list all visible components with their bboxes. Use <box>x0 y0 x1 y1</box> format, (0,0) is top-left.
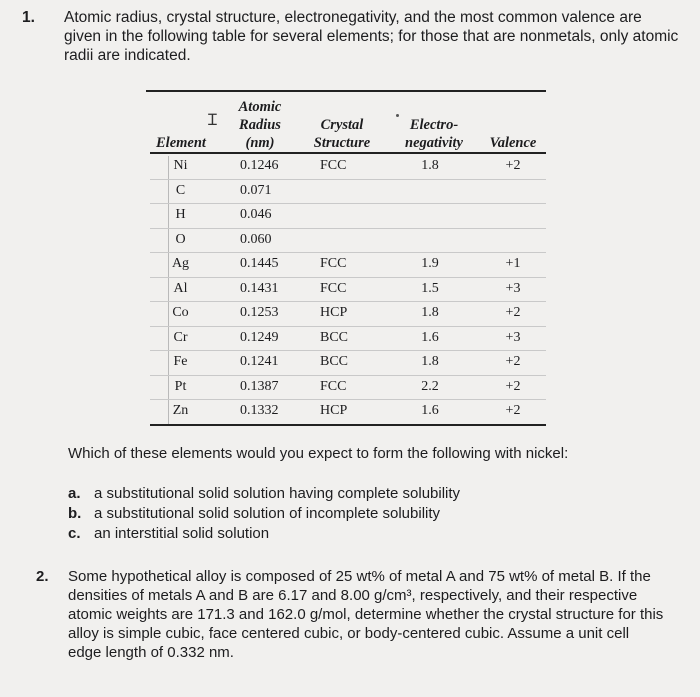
cell-crystal-structure: FCC <box>320 158 347 173</box>
cell-crystal-structure: HCP <box>320 403 348 418</box>
cell-valence: +2 <box>505 378 521 394</box>
cell-radius: 0.060 <box>240 231 272 247</box>
table-row <box>150 301 546 326</box>
cell-element: Pt <box>174 378 187 394</box>
table-row <box>150 399 546 424</box>
cell-element: C <box>175 182 186 198</box>
table-row <box>150 228 546 253</box>
option-c <box>68 524 460 544</box>
cell-element: Ni <box>173 158 188 173</box>
table-row <box>150 350 546 375</box>
cell-radius: 0.1431 <box>240 280 279 296</box>
cell-radius: 0.071 <box>240 182 272 198</box>
option-c-text: an interstitial solid solution <box>94 525 270 542</box>
question-prompt: Which of these elements would you expect to form the following with nickel: <box>68 445 569 462</box>
cell-valence: +3 <box>505 329 521 345</box>
option-a <box>68 484 460 504</box>
option-b <box>68 504 460 524</box>
cell-electronegativity: 1.5 <box>421 280 439 296</box>
cell-electronegativity: 1.8 <box>421 158 439 173</box>
question-2 <box>36 567 666 662</box>
option-b-text: a substitutional solid solution of incomplete solubility <box>94 505 441 522</box>
cell-radius: 0.046 <box>240 207 272 222</box>
cell-crystal-structure: HCP <box>320 305 348 320</box>
header-element: Element <box>156 135 206 151</box>
question-2-number: 2. <box>36 568 49 585</box>
cell-element: H <box>175 207 186 222</box>
question-1-text: Atomic radius, crystal structure, electronegativity, and the most common valence are given in the following table for several elements; for those that are nonmetals, only atomic radii are indicated. <box>64 9 679 64</box>
cell-element: Ag <box>171 256 190 271</box>
cell-valence: +3 <box>505 280 521 296</box>
header-valence: Valence <box>489 135 537 151</box>
header-electro-line1: Electro- <box>409 117 459 133</box>
header-radius-line2: Radius <box>239 117 281 133</box>
cell-radius: 0.1445 <box>240 256 279 271</box>
header-electro-line2: negativity <box>405 135 463 151</box>
table-row <box>150 203 546 228</box>
question-2-text: Some hypothetical alloy is composed of 25 wt% of metal A and 75 wt% of metal B. If the densities of metals A and B are 6.17 and 8.00 g/cm³, respectively, and their respective atomic weights are 171.3 and 162.0 g/mol, determine whether the crystal structure for this alloy is simple cubic, face centered cubic, or body-centered cubic. Assume a unit cell edge length of 0.332 nm. <box>68 568 664 661</box>
cell-radius: 0.1249 <box>240 329 279 345</box>
cell-crystal-structure: FCC <box>320 256 347 271</box>
cell-valence: +1 <box>505 256 521 271</box>
cell-valence: +2 <box>505 305 521 320</box>
header-crystal-line2: Structure <box>313 135 371 151</box>
option-a-letter: a. <box>68 485 81 502</box>
header-radius-line1: Atomic <box>238 99 282 115</box>
options-list <box>68 484 460 544</box>
cell-radius: 0.1387 <box>240 378 279 394</box>
question-1 <box>22 8 682 65</box>
option-b-letter: b. <box>68 505 82 522</box>
cell-element: Fe <box>173 354 188 369</box>
cell-radius: 0.1332 <box>240 403 279 418</box>
cell-crystal-structure: BCC <box>320 354 349 369</box>
cell-electronegativity: 1.9 <box>421 256 439 271</box>
table-top-rule <box>146 90 546 92</box>
option-c-letter: c. <box>68 525 81 542</box>
text-cursor-icon: Ɪ <box>208 112 217 129</box>
cell-valence: +2 <box>505 354 521 369</box>
table-row <box>150 252 546 277</box>
cell-element: Cr <box>173 329 188 345</box>
cell-element: Zn <box>172 403 189 418</box>
cell-electronegativity: 1.6 <box>421 403 439 418</box>
header-crystal-line1: Crystal <box>320 117 364 133</box>
header-radius-line3: (nm) <box>245 135 275 151</box>
table-row <box>150 179 546 204</box>
cell-electronegativity: 1.8 <box>421 305 439 320</box>
question-1-number: 1. <box>22 9 35 26</box>
cell-radius: 0.1241 <box>240 354 279 369</box>
cell-crystal-structure: FCC <box>320 378 347 394</box>
cell-element: Co <box>172 305 189 320</box>
cell-element: O <box>175 231 186 247</box>
cell-crystal-structure: FCC <box>320 280 347 296</box>
option-a-text: a substitutional solid solution having complete solubility <box>94 485 461 502</box>
cell-element: Al <box>173 280 188 296</box>
cell-electronegativity: 1.6 <box>421 329 439 345</box>
cell-crystal-structure: BCC <box>320 329 349 345</box>
cell-electronegativity: 2.2 <box>421 378 439 394</box>
cell-electronegativity: 1.8 <box>421 354 439 369</box>
cell-valence: +2 <box>505 403 521 418</box>
table-bottom-rule <box>150 424 546 426</box>
cell-radius: 0.1246 <box>240 158 279 173</box>
cell-radius: 0.1253 <box>240 305 279 320</box>
table-row <box>150 375 546 400</box>
table-row <box>150 154 546 179</box>
table-row <box>150 277 546 302</box>
cell-valence: +2 <box>505 158 521 173</box>
table-row <box>150 326 546 351</box>
